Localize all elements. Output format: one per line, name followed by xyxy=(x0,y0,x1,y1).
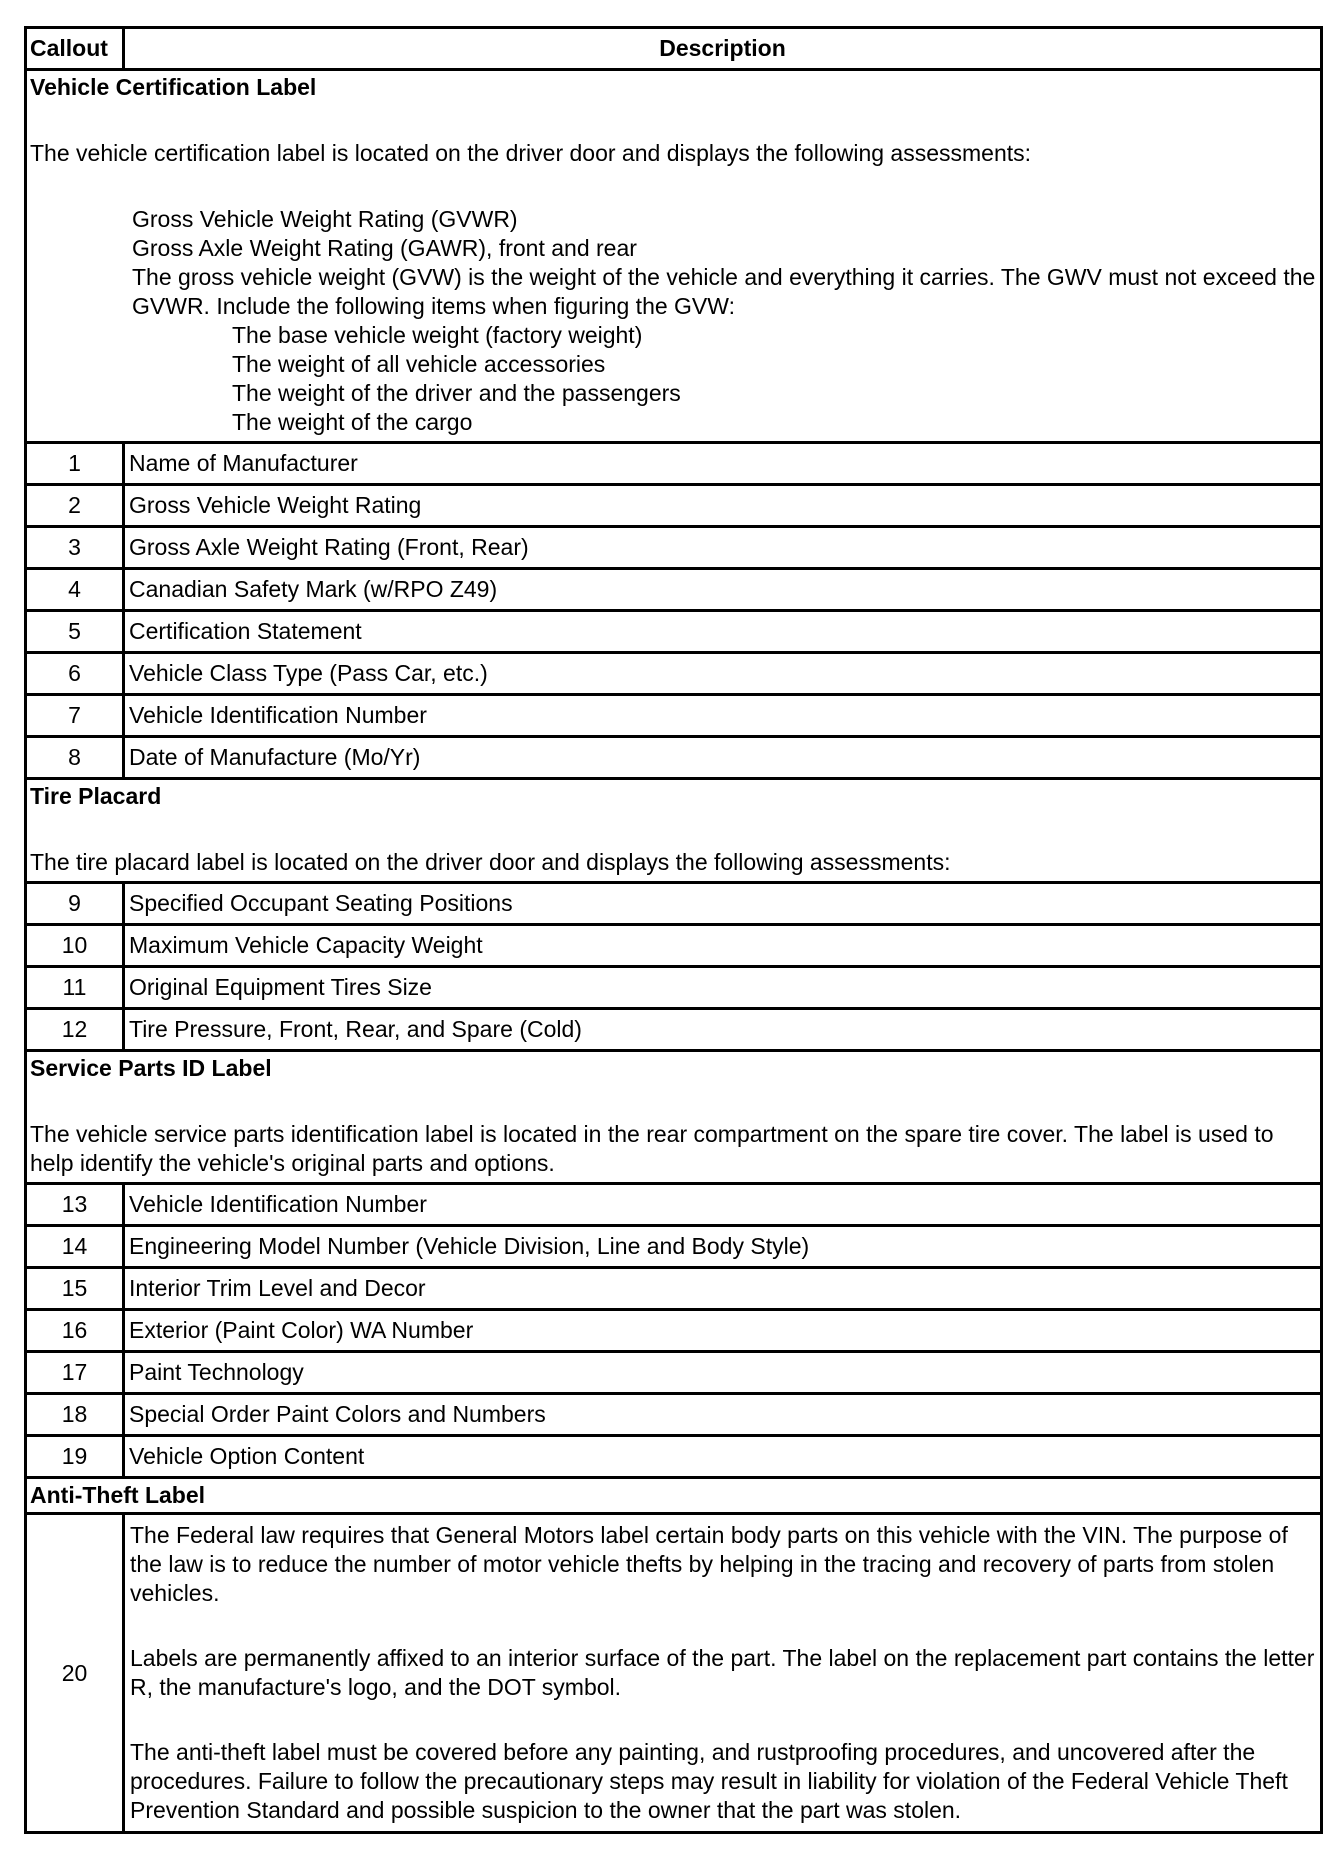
callout-description: Paint Technology xyxy=(124,1352,1322,1394)
section-title: Anti-Theft Label xyxy=(30,1482,206,1508)
callout-description: Interior Trim Level and Decor xyxy=(124,1268,1322,1310)
callout-description: Original Equipment Tires Size xyxy=(124,967,1322,1009)
section-service-parts xyxy=(26,1051,1322,1184)
callout-number: 16 xyxy=(26,1310,124,1352)
section-vehicle-cert xyxy=(26,70,1322,443)
section-tire-placard xyxy=(26,779,1322,883)
section-intro: The tire placard label is located on the driver door and displays the following assessments: xyxy=(30,849,951,875)
table-row xyxy=(26,485,1322,527)
callout-description: Date of Manufacture (Mo/Yr) xyxy=(124,737,1322,779)
callout-description: Maximum Vehicle Capacity Weight xyxy=(124,925,1322,967)
callout-number: 14 xyxy=(26,1226,124,1268)
callout-number: 6 xyxy=(26,653,124,695)
callout-description: Engineering Model Number (Vehicle Division, Line and Body Style) xyxy=(124,1226,1322,1268)
cert-line-gawr: Gross Axle Weight Rating (GAWR), front and rear xyxy=(132,235,637,261)
table-row xyxy=(26,737,1322,779)
table-row xyxy=(26,527,1322,569)
callout-number: 1 xyxy=(26,443,124,485)
table-row xyxy=(26,695,1322,737)
anti-theft-paragraph: Labels are permanently affixed to an interior surface of the part. The label on the replacement part contains the letter R, the manufacture's logo, and the DOT symbol. xyxy=(130,1645,1315,1700)
callout-number: 15 xyxy=(26,1268,124,1310)
callout-description: Exterior (Paint Color) WA Number xyxy=(124,1310,1322,1352)
callout-number: 4 xyxy=(26,569,124,611)
callout-number: 3 xyxy=(26,527,124,569)
table-row xyxy=(26,653,1322,695)
callout-description: Vehicle Option Content xyxy=(124,1436,1322,1478)
callout-number: 12 xyxy=(26,1009,124,1051)
callout-number: 13 xyxy=(26,1184,124,1226)
table-row xyxy=(26,883,1322,925)
callout-number: 10 xyxy=(26,925,124,967)
callout-number: 2 xyxy=(26,485,124,527)
header-row xyxy=(26,28,1322,70)
callout-table xyxy=(24,26,1323,1834)
table-row xyxy=(26,1436,1322,1478)
callout-number: 17 xyxy=(26,1352,124,1394)
callout-description: Special Order Paint Colors and Numbers xyxy=(124,1394,1322,1436)
callout-description: Tire Pressure, Front, Rear, and Spare (Cold) xyxy=(124,1009,1322,1051)
section-title: Vehicle Certification Label xyxy=(30,74,317,100)
callout-number: 20 xyxy=(26,1514,124,1833)
table-row xyxy=(26,1268,1322,1310)
section-anti-theft xyxy=(26,1478,1322,1514)
table-row xyxy=(26,1352,1322,1394)
callout-number: 19 xyxy=(26,1436,124,1478)
cert-line-gvw: The gross vehicle weight (GVW) is the weight of the vehicle and everything it carries. The GWV must not exceed the GVWR. Include the following items when figuring the GVW: xyxy=(132,264,1316,319)
section-title: Tire Placard xyxy=(30,783,162,809)
callout-description: Vehicle Identification Number xyxy=(124,695,1322,737)
table-row xyxy=(26,611,1322,653)
table-row xyxy=(26,443,1322,485)
table-row xyxy=(26,1009,1322,1051)
callout-description xyxy=(124,1514,1322,1833)
cert-subitem: The weight of all vehicle accessories xyxy=(232,351,606,377)
table-row xyxy=(26,1226,1322,1268)
callout-number: 7 xyxy=(26,695,124,737)
callout-description: Vehicle Class Type (Pass Car, etc.) xyxy=(124,653,1322,695)
table-row xyxy=(26,1310,1322,1352)
callout-number: 11 xyxy=(26,967,124,1009)
callout-description: Gross Vehicle Weight Rating xyxy=(124,485,1322,527)
callout-number: 8 xyxy=(26,737,124,779)
section-intro: The vehicle certification label is located on the driver door and displays the following assessments: xyxy=(30,140,1032,166)
table-row xyxy=(26,967,1322,1009)
callout-description: Certification Statement xyxy=(124,611,1322,653)
anti-theft-paragraph: The Federal law requires that General Motors label certain body parts on this vehicle with the VIN. The purpose of the law is to reduce the number of motor vehicle thefts by helping in the tracing and recovery of parts from stolen vehicles. xyxy=(130,1522,1288,1606)
table-row xyxy=(26,569,1322,611)
callout-description: Canadian Safety Mark (w/RPO Z49) xyxy=(124,569,1322,611)
callout-number: 18 xyxy=(26,1394,124,1436)
callout-description: Name of Manufacturer xyxy=(124,443,1322,485)
callout-description: Specified Occupant Seating Positions xyxy=(124,883,1322,925)
callout-description: Gross Axle Weight Rating (Front, Rear) xyxy=(124,527,1322,569)
callout-number: 9 xyxy=(26,883,124,925)
cert-line-gvwr: Gross Vehicle Weight Rating (GVWR) xyxy=(132,206,518,232)
callout-description: Vehicle Identification Number xyxy=(124,1184,1322,1226)
table-row xyxy=(26,1394,1322,1436)
section-intro: The vehicle service parts identification label is located in the rear compartment on the spare tire cover. The label is used to help identify the vehicle's original parts and options. xyxy=(30,1121,1274,1176)
anti-theft-paragraph: The anti-theft label must be covered before any painting, and rustproofing procedures, and uncovered after the procedures. Failure to follow the precautionary steps may result in liability for violation of the Federal Vehicle Theft Prevention Standard and possible suspicion to the owner that the part was stolen. xyxy=(130,1739,1288,1823)
cert-subitem: The weight of the driver and the passengers xyxy=(232,380,681,406)
callout-number: 5 xyxy=(26,611,124,653)
cert-subitem: The base vehicle weight (factory weight) xyxy=(232,322,643,348)
cert-subitem: The weight of the cargo xyxy=(232,409,473,435)
table-row xyxy=(26,1184,1322,1226)
section-title: Service Parts ID Label xyxy=(30,1055,272,1081)
description-header: Description xyxy=(124,28,1322,70)
callout-header: Callout xyxy=(26,28,124,70)
table-row xyxy=(26,925,1322,967)
table-row xyxy=(26,1514,1322,1833)
